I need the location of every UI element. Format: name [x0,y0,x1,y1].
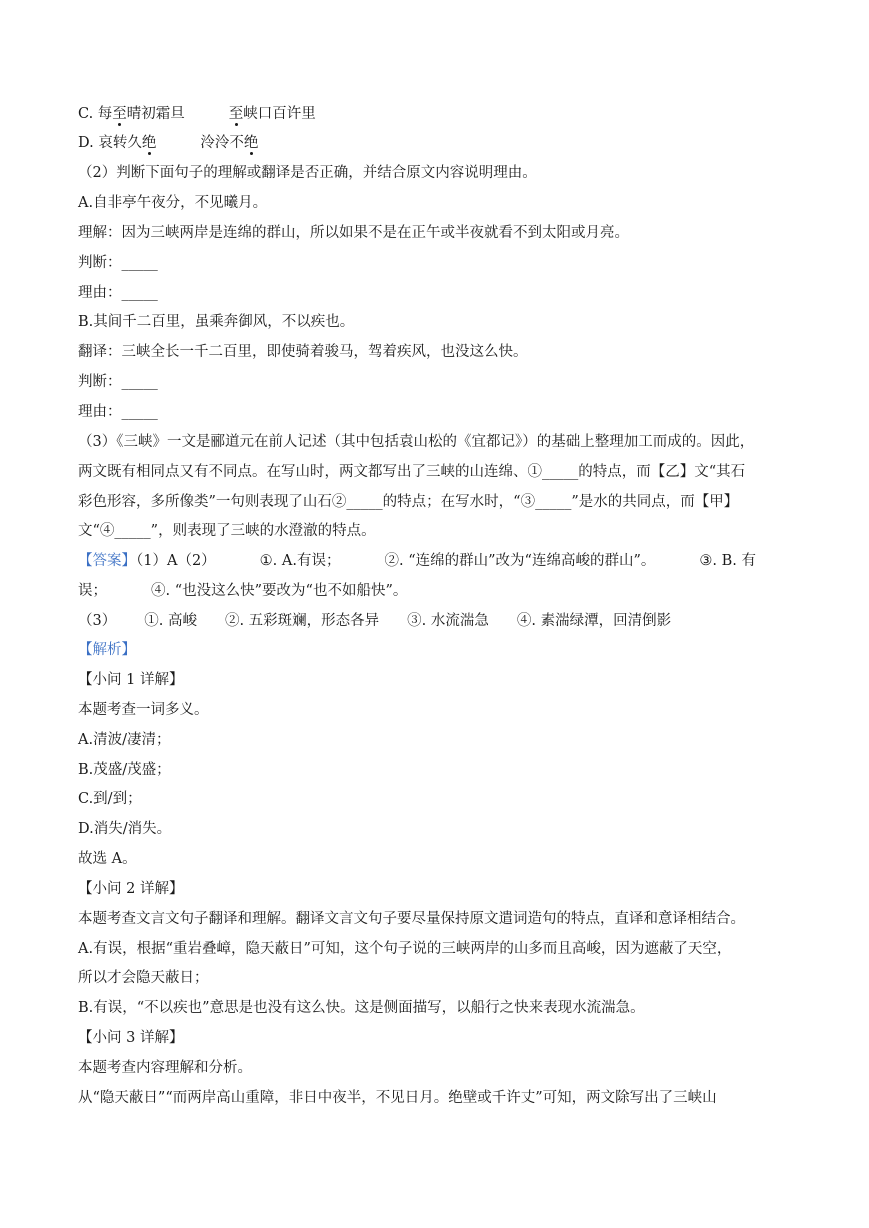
option-c-text: 峡口百许里 [243,106,316,122]
answer-row [78,611,791,631]
answer-text: ②. “连绵的群山”改为“连绵高峻的群山”。 [384,553,656,569]
analysis-line: 本题考查内容理解和分析。 [78,1060,252,1076]
analysis-line: 故选 A。 [78,851,137,867]
answer-text: （3） [78,613,117,629]
section-title: 【小问 1 详解】 [78,672,184,688]
analysis-line: D.消失/消失。 [78,821,172,837]
question-3-line: 彩色形容，多所像类”一句则表现了山石②_____的特点；在写水时，“③_____”是水的共同点，而【甲】 [78,494,739,510]
option-d-text: 泠泠不 [200,135,244,151]
answer-text: （1）A（2） [136,553,216,569]
q2-b-judge: 判断：_____ [78,374,158,390]
q2-a-judge: 判断：_____ [78,255,158,271]
answer-text: ③. 水流湍急 [407,613,489,629]
option-c-text: C. 每 [78,106,113,122]
analysis-line: A.清波/凄清； [78,732,171,748]
option-c-text: 晴初霜旦 [126,106,185,122]
question-3-line: （3）《三峡》一文是郦道元在前人记述（其中包括袁山松的《宜都记》）的基础上整理加工而成的。因此， [78,434,755,450]
answer-row [78,581,791,601]
analysis-line: A.有误，根据“重岩叠嶂，隐天蔽日”可知，这个句子说的三峡两岸的山多而且高峻，因为遮蔽了天空， [78,941,732,957]
emphasized-char: 至 [228,106,244,122]
analysis-line: B.有误，“不以疾也”意思是也没有这么快。这是侧面描写，以船行之快来表现水流湍急。 [78,1000,645,1016]
answer-row [78,551,791,571]
analysis-line: 所以才会隐天蔽日； [78,970,209,986]
option-d-text: D. 哀转久 [78,135,142,151]
analysis-line: 从“隐天蔽日”“而两岸高山重障，非日中夜半，不见日月。绝壁或千许丈”可知，两文除写出了三峡山 [78,1090,717,1106]
q2-b-sentence: B.其间千二百里，虽乘奔御风，不以疾也。 [78,314,355,330]
option-d [78,133,791,153]
answer-text: ④. 素湍绿潭，回清倒影 [516,613,672,629]
option-c [78,104,791,124]
analysis-line: C.到/到； [78,791,142,807]
answer-text: ①. A.有误； [259,553,341,569]
emphasized-char: 至 [112,106,127,122]
answer-text: ③. B. 有 [699,553,756,569]
section-title: 【小问 3 详解】 [78,1030,184,1046]
analysis-line: B.茂盛/茂盛； [78,762,171,778]
answer-text: ④. “也没这么快”要改为“也不如船快”。 [151,583,408,599]
q2-a-understanding: 理解：因为三峡两岸是连绵的群山，所以如果不是在正午或半夜就看不到太阳或月亮。 [78,225,629,241]
analysis-line: 本题考查文言文句子翻译和理解。翻译文言文句子要尽量保持原文遣词造句的特点，直译和意译相结合。 [78,911,745,927]
analysis-line: 本题考查一词多义。 [78,702,209,718]
q2-b-translation: 翻译：三峡全长一千二百里，即使骑着骏马，驾着疾风，也没这么快。 [78,344,528,360]
emphasized-char: 绝 [141,135,157,151]
q2-b-reason: 理由：_____ [78,404,158,420]
question-3-line: 两文既有相同点又有不同点。在写山时，两文都写出了三峡的山连绵、①_____的特点，而【乙】文“其石 [78,464,746,480]
answer-text: 误； [78,583,107,599]
emphasized-char: 绝 [243,135,259,151]
answer-text: ①. 高峻 [144,613,197,629]
q2-a-reason: 理由：_____ [78,285,158,301]
answer-text: ②. 五彩斑斓，形态各异 [224,613,380,629]
answer-tag: 【答案】 [78,553,136,569]
question-3-line: 文“④_____”，则表现了三峡的水澄澈的特点。 [78,523,376,539]
analysis-tag: 【解析】 [78,642,136,658]
q2-a-sentence: A.自非亭午夜分，不见曦月。 [78,195,268,211]
question-2-prompt: （2）判断下面句子的理解或翻译是否正确，并结合原文内容说明理由。 [78,165,537,181]
section-title: 【小问 2 详解】 [78,881,184,897]
